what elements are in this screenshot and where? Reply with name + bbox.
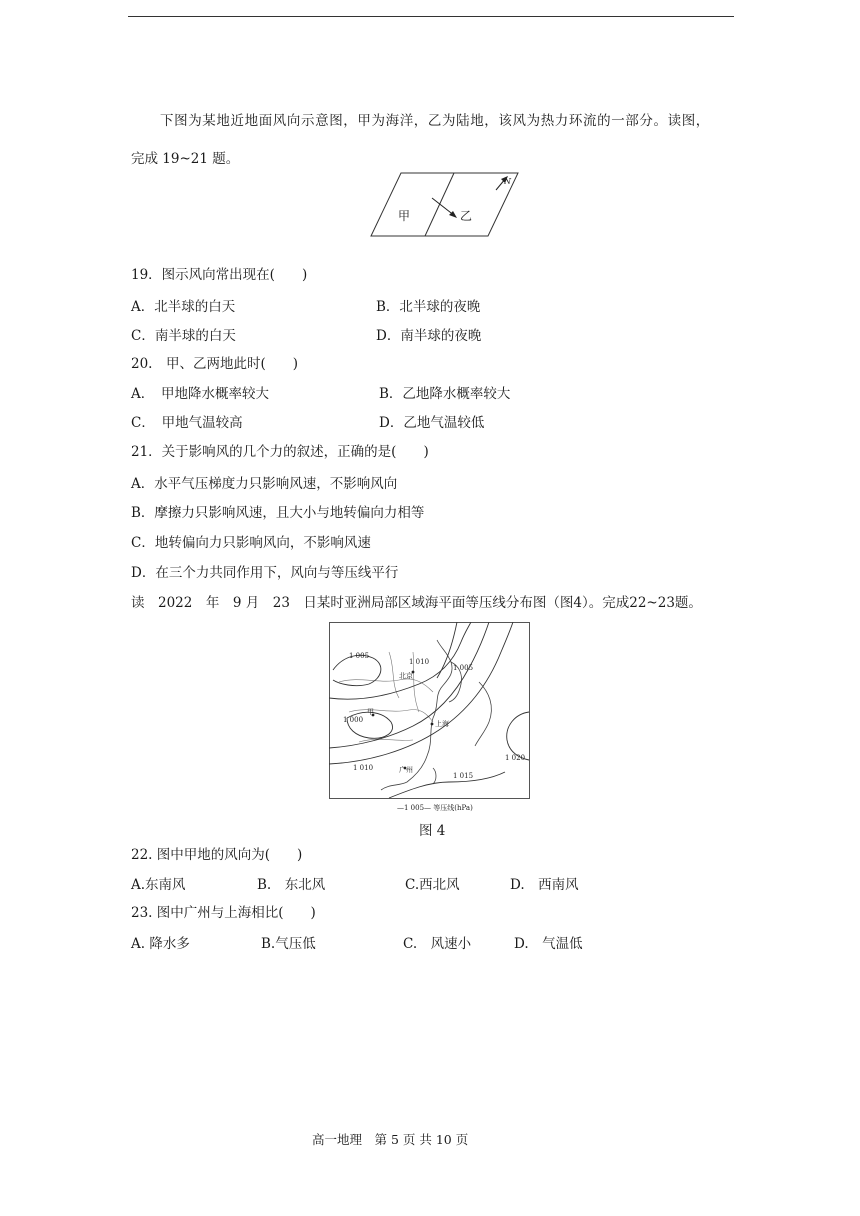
q19-option-d: D．南半球的夜晚 — [376, 328, 482, 344]
figure-4-caption: 图 4 — [419, 823, 446, 839]
q19-option-c: C．南半球的白天 — [131, 328, 236, 344]
q21-stem: 21．关于影响风的几个力的叙述，正确的是( ) — [131, 444, 429, 460]
q21-option-a: A．水平气压梯度力只影响风速，不影响风向 — [131, 476, 398, 492]
label-1000: 1 000 — [343, 716, 364, 724]
q21-option-c: C．地转偏向力只影响风向，不影响风速 — [131, 535, 371, 551]
q23-option-a: A. 降水多 — [131, 936, 190, 952]
q19-option-a: A．北半球的白天 — [131, 299, 236, 315]
q23-stem: 23. 图中广州与上海相比( ) — [131, 905, 316, 921]
label-1010-s: 1 010 — [353, 764, 374, 772]
q20-option-c: C． 甲地气温较高 — [131, 415, 243, 431]
q22-option-d: D. 西南风 — [510, 877, 579, 893]
wind-direction-figure — [370, 171, 520, 238]
label-jia: 甲 — [367, 708, 374, 716]
label-beijing: 北京 — [399, 672, 413, 680]
land-label: 乙 — [460, 209, 473, 223]
label-1010-n: 1 010 — [409, 658, 430, 666]
q23-option-c: C. 风速小 — [403, 936, 472, 952]
intro-22-23: 读 2022 年 9 月 23 日某时亚洲局部区域海平面等压线分布图（图4）。完成22~23题。 — [131, 595, 702, 611]
q20-stem: 20. 甲、乙两地此时( ) — [131, 356, 299, 372]
label-guangzhou: 广州 — [399, 766, 413, 774]
label-1005-ne: 1 005 — [453, 664, 474, 672]
label-shanghai: 上海 — [435, 720, 449, 728]
sea-label: 甲 — [398, 209, 411, 223]
intro-line-1: 下图为某地近地面风向示意图，甲为海洋，乙为陆地，该风为热力环流的一部分。读图， — [160, 113, 710, 129]
page-footer: 高一地理 第 5 页 共 10 页 — [312, 1132, 469, 1147]
isobar-map-figure — [329, 622, 530, 812]
label-1005-nw: 1 005 — [349, 652, 370, 660]
q21-option-b: B．摩擦力只影响风速，且大小与地转偏向力相等 — [131, 505, 425, 521]
map-frame — [330, 623, 530, 799]
q19-stem: 19．图示风向常出现在( ) — [131, 267, 308, 283]
q22-option-b: B. 东北风 — [257, 877, 326, 893]
label-1020: 1 020 — [505, 754, 526, 762]
header-rule — [128, 16, 734, 17]
q23-option-b: B.气压低 — [261, 936, 316, 952]
intro-line-2: 完成 19~21 题。 — [131, 151, 240, 167]
q20-option-d: D．乙地气温较低 — [379, 415, 485, 431]
q20-option-b: B．乙地降水概率较大 — [379, 386, 511, 402]
q23-option-d: D. 气温低 — [514, 936, 583, 952]
shanghai-point — [431, 723, 434, 726]
q22-option-c: C.西北风 — [405, 877, 460, 893]
q19-option-b: B．北半球的夜晚 — [376, 299, 481, 315]
q21-option-d: D．在三个力共同作用下，风向与等压线平行 — [131, 565, 399, 581]
label-1015: 1 015 — [453, 772, 474, 780]
q20-option-a: A． 甲地降水概率较大 — [131, 386, 269, 402]
ground-parallelogram — [371, 173, 518, 236]
north-label: N — [504, 177, 511, 186]
q22-stem: 22. 图中甲地的风向为( ) — [131, 847, 303, 863]
q22-option-a: A.东南风 — [131, 877, 186, 893]
map-legend: —1 005— 等压线(hPa) — [397, 804, 473, 812]
